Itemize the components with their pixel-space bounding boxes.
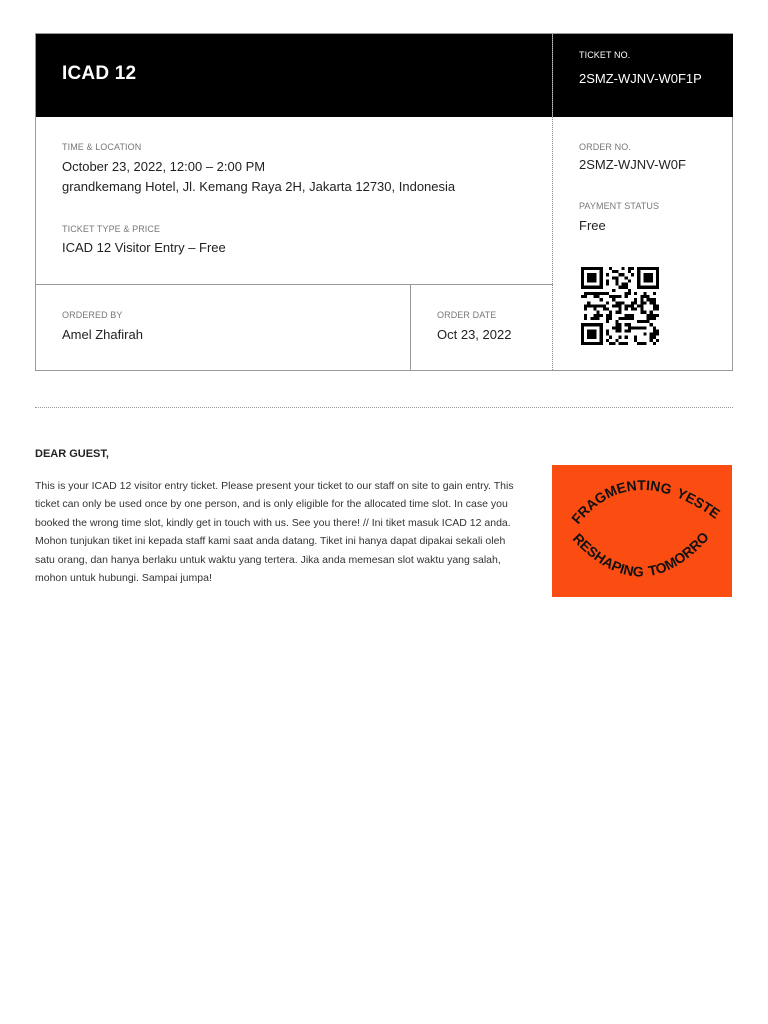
time-location-label: TIME & LOCATION bbox=[62, 142, 142, 152]
payment-status-label: PAYMENT STATUS bbox=[579, 201, 660, 211]
ticket-number-panel bbox=[553, 34, 733, 117]
ticket-card bbox=[35, 33, 733, 371]
payment-status-value: Free bbox=[579, 218, 606, 233]
event-poster-artwork bbox=[552, 465, 732, 597]
event-title: ICAD 12 bbox=[62, 63, 137, 84]
poster-line1-a: FRAGMENTING bbox=[568, 476, 674, 527]
order-no-value: 2SMZ-WJNV-W0F bbox=[579, 157, 686, 172]
ticket-no-value: 2SMZ-WJNV-W0F1P bbox=[579, 71, 702, 86]
stub-divider-header bbox=[552, 34, 553, 117]
order-date-value: Oct 23, 2022 bbox=[437, 327, 512, 342]
qr-code-icon bbox=[579, 267, 661, 345]
ticket-type-label: TICKET TYPE & PRICE bbox=[62, 224, 161, 234]
poster-line1-b: YESTE bbox=[674, 484, 724, 522]
ordered-by-label: ORDERED BY bbox=[62, 310, 123, 320]
ticket-header bbox=[36, 34, 553, 117]
letter-greeting: DEAR GUEST, bbox=[35, 448, 109, 460]
order-date-label: ORDER DATE bbox=[437, 310, 497, 320]
ordered-by-value: Amel Zhafirah bbox=[62, 327, 143, 342]
ticket-type-value: ICAD 12 Visitor Entry – Free bbox=[62, 240, 226, 255]
letter-message: This is your ICAD 12 visitor entry ticket. Please present your ticket to our staff on site to gain entry. This ticket can only be used once by one person, and is only eligible for the allocated time slot. In case you booked the wrong time slot, kindly get in touch with us. See you there! // Ini tiket masuk ICAD 12 anda. Mohon tunjukan tiket ini kepada staff kami saat anda datang. Tiket ini hanya dapat dipakai sekali oleh satu orang, dan hanya berlaku untuk waktu yang tertera. Jika anda memesan slot waktu yang salah, mohon untuk hubungi. Sampai jumpa! bbox=[35, 480, 514, 585]
event-poster bbox=[552, 465, 732, 597]
order-no-label: ORDER NO. bbox=[579, 142, 631, 152]
event-datetime: October 23, 2022, 12:00 – 2:00 PM bbox=[62, 159, 266, 174]
ticket-no-label: TICKET NO. bbox=[579, 50, 631, 60]
event-location: grandkemang Hotel, Jl. Kemang Raya 2H, Jakarta 12730, Indonesia bbox=[62, 179, 456, 194]
poster-top-arc bbox=[552, 465, 723, 527]
poster-line2-b: TOMORRO bbox=[646, 528, 712, 579]
tear-line bbox=[35, 407, 733, 408]
column-divider bbox=[410, 284, 411, 370]
poster-line2-a: RESHAPING bbox=[569, 530, 645, 580]
row-divider bbox=[36, 284, 553, 285]
